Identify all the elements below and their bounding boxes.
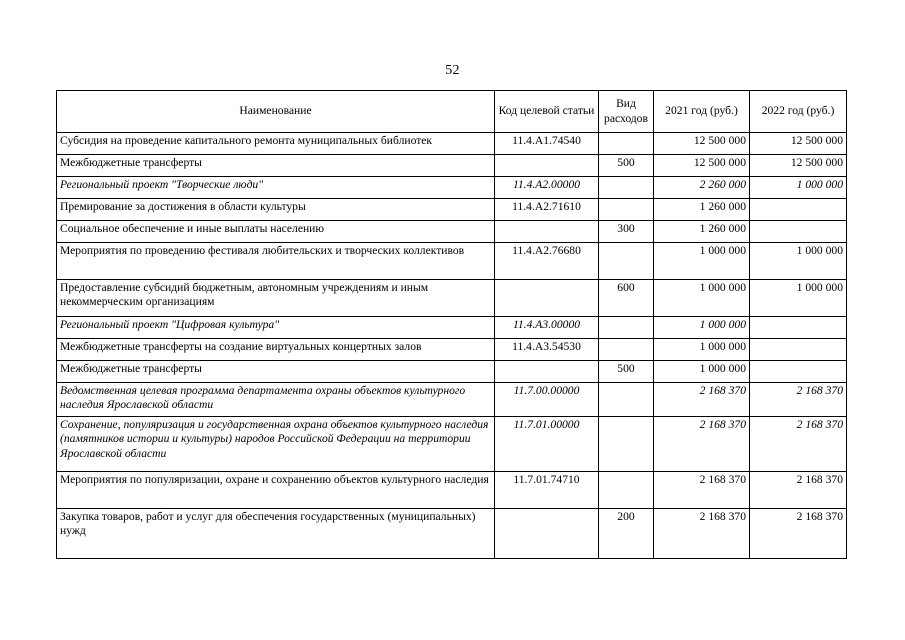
row-name: Социальное обеспечение и иные выплаты населению <box>57 221 495 243</box>
row-vid <box>599 243 654 280</box>
row-vid <box>599 417 654 472</box>
row-code <box>495 155 599 177</box>
row-2022: 12 500 000 <box>750 155 847 177</box>
row-code: 11.4.А2.00000 <box>495 177 599 199</box>
header-2022: 2022 год (руб.) <box>750 91 847 133</box>
row-vid <box>599 133 654 155</box>
row-name: Региональный проект "Творческие люди" <box>57 177 495 199</box>
row-2022: 2 168 370 <box>750 472 847 509</box>
row-2022: 2 168 370 <box>750 383 847 417</box>
row-code <box>495 509 599 559</box>
row-name: Субсидия на проведение капитального ремонта муниципальных библиотек <box>57 133 495 155</box>
row-2021: 1 000 000 <box>654 361 750 383</box>
row-vid <box>599 177 654 199</box>
table-row <box>57 155 847 177</box>
row-name: Ведомственная целевая программа департамента охраны объектов культурного наследия Ярославской области <box>57 383 495 417</box>
table-row <box>57 417 847 472</box>
table-row <box>57 472 847 509</box>
row-2022: 1 000 000 <box>750 177 847 199</box>
row-code: 11.4.А3.54530 <box>495 339 599 361</box>
table-row <box>57 317 847 339</box>
row-code <box>495 221 599 243</box>
row-code: 11.7.01.74710 <box>495 472 599 509</box>
row-2022: 2 168 370 <box>750 417 847 472</box>
row-name: Премирование за достижения в области культуры <box>57 199 495 221</box>
table-body <box>57 133 847 559</box>
row-2021: 2 168 370 <box>654 417 750 472</box>
row-2022 <box>750 361 847 383</box>
header-code: Код целевой статьи <box>495 91 599 133</box>
row-2021: 1 260 000 <box>654 199 750 221</box>
row-2021: 1 000 000 <box>654 280 750 317</box>
table-row <box>57 199 847 221</box>
table-row <box>57 221 847 243</box>
header-row <box>57 91 847 133</box>
row-name: Межбюджетные трансферты на создание виртуальных концертных залов <box>57 339 495 361</box>
row-2021: 1 000 000 <box>654 339 750 361</box>
row-vid: 500 <box>599 155 654 177</box>
row-code: 11.4.А3.00000 <box>495 317 599 339</box>
row-2022: 12 500 000 <box>750 133 847 155</box>
row-name: Межбюджетные трансферты <box>57 155 495 177</box>
row-2021: 12 500 000 <box>654 133 750 155</box>
row-vid: 300 <box>599 221 654 243</box>
row-2021: 2 260 000 <box>654 177 750 199</box>
table-row <box>57 133 847 155</box>
table-row <box>57 361 847 383</box>
row-name: Межбюджетные трансферты <box>57 361 495 383</box>
row-code <box>495 361 599 383</box>
row-vid: 500 <box>599 361 654 383</box>
row-2021: 1 000 000 <box>654 317 750 339</box>
table-row <box>57 509 847 559</box>
row-name: Сохранение, популяризация и государственная охрана объектов культурного наследия (памятников истории и культуры) народов Российской Федерации на территории Ярославской области <box>57 417 495 472</box>
row-2022: 2 168 370 <box>750 509 847 559</box>
row-2021: 1 260 000 <box>654 221 750 243</box>
table-row <box>57 280 847 317</box>
header-vid: Вид расходов <box>599 91 654 133</box>
row-2022: 1 000 000 <box>750 243 847 280</box>
row-2022: 1 000 000 <box>750 280 847 317</box>
row-vid <box>599 383 654 417</box>
row-code <box>495 280 599 317</box>
header-name: Наименование <box>57 91 495 133</box>
page-number: 52 <box>445 63 460 78</box>
row-name: Мероприятия по популяризации, охране и сохранению объектов культурного наследия <box>57 472 495 509</box>
row-code: 11.7.00.00000 <box>495 383 599 417</box>
row-2021: 2 168 370 <box>654 383 750 417</box>
row-2022 <box>750 221 847 243</box>
row-vid <box>599 317 654 339</box>
row-code: 11.4.А2.71610 <box>495 199 599 221</box>
row-vid: 200 <box>599 509 654 559</box>
row-2021: 12 500 000 <box>654 155 750 177</box>
row-2021: 1 000 000 <box>654 243 750 280</box>
row-2021: 2 168 370 <box>654 472 750 509</box>
row-code: 11.7.01.00000 <box>495 417 599 472</box>
budget-table <box>56 90 847 559</box>
row-code: 11.4.А1.74540 <box>495 133 599 155</box>
row-vid <box>599 472 654 509</box>
row-2022 <box>750 339 847 361</box>
row-name: Закупка товаров, работ и услуг для обеспечения государственных (муниципальных) нужд <box>57 509 495 559</box>
row-vid <box>599 339 654 361</box>
header-2021: 2021 год (руб.) <box>654 91 750 133</box>
row-2022 <box>750 317 847 339</box>
row-name: Региональный проект "Цифровая культура" <box>57 317 495 339</box>
row-name: Мероприятия по проведению фестиваля любительских и творческих коллективов <box>57 243 495 280</box>
table-row <box>57 383 847 417</box>
table-row <box>57 177 847 199</box>
table-row <box>57 339 847 361</box>
row-2021: 2 168 370 <box>654 509 750 559</box>
row-vid: 600 <box>599 280 654 317</box>
row-code: 11.4.А2.76680 <box>495 243 599 280</box>
row-name: Предоставление субсидий бюджетным, автономным учреждениям и иным некоммерческим организациям <box>57 280 495 317</box>
row-2022 <box>750 199 847 221</box>
row-vid <box>599 199 654 221</box>
table-row <box>57 243 847 280</box>
